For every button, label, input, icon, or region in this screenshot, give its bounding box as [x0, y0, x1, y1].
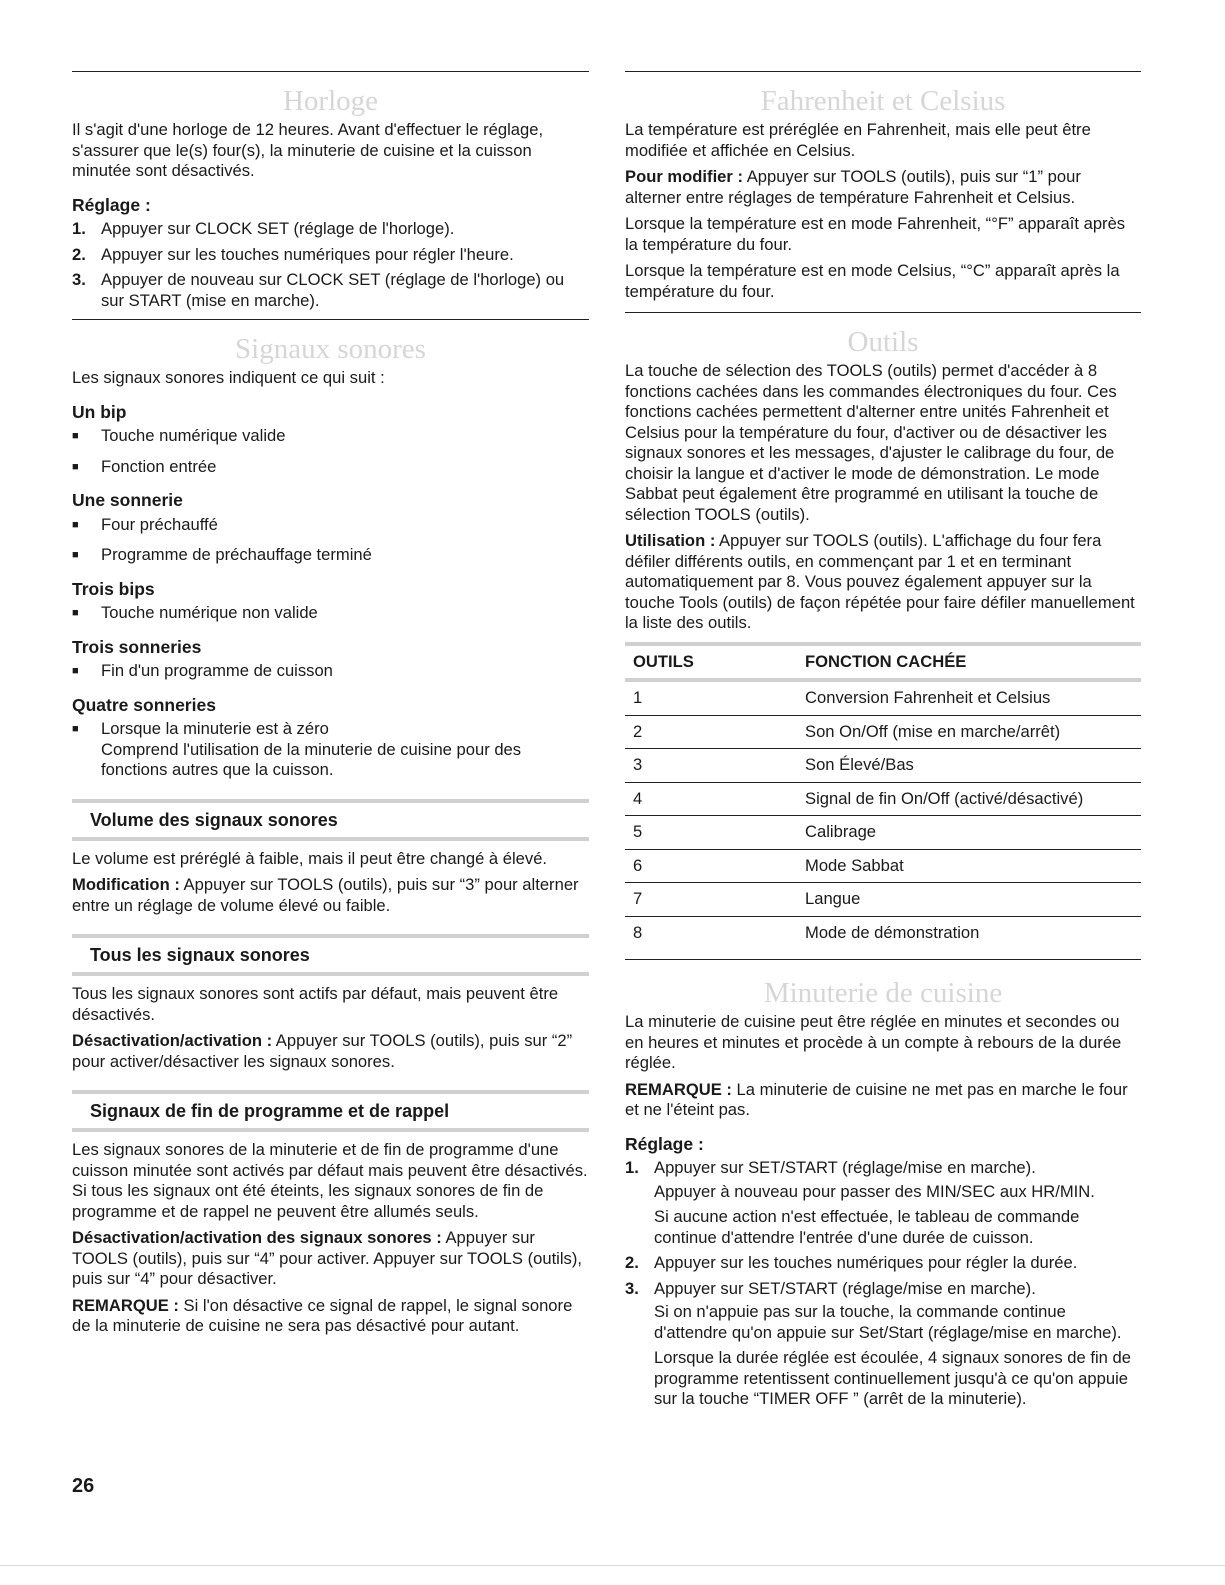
table-cell: Son On/Off (mise en marche/arrêt)	[805, 721, 1061, 741]
step-subtext: Si on n'appuie pas sur la touche, la commande continue d'attendre qu'on appuie sur Set/Start (réglage/mise en marche).	[654, 1302, 1122, 1342]
table-cell: Signal de fin On/Off (activé/désactivé)	[805, 788, 1084, 808]
band-title-fin: Signaux de fin de programme et de rappel	[72, 1090, 589, 1132]
table-cell: 4	[633, 788, 643, 808]
group-title: Une sonnerie	[72, 490, 183, 510]
bullet-icon: ■	[72, 723, 79, 735]
inline-label: Modification :	[72, 875, 180, 894]
group-title: Un bip	[72, 401, 127, 422]
inline-label: REMARQUE :	[625, 1079, 732, 1099]
group-title: Trois sonneries	[72, 636, 202, 657]
fin-p3	[72, 1296, 589, 1337]
bullet-icon: ■	[72, 549, 79, 561]
minuterie-p2	[625, 1080, 1141, 1121]
minuterie-p1: La minuterie de cuisine peut être réglée en minutes et secondes ou en heures et minutes et procède à un compte à rebours de la durée réglée.	[625, 1012, 1122, 1072]
table-header-cell: OUTILS	[633, 651, 694, 671]
band-title-volume: Volume des signaux sonores	[72, 799, 589, 841]
section-title-signaux: Signaux sonores	[235, 333, 426, 365]
inline-text: Appuyer sur TOOLS (outils), puis sur “3” pour alterner entre un réglage de volume élevé ou faible.	[72, 875, 579, 915]
table-cell: 7	[633, 889, 643, 908]
volume-p2	[72, 875, 589, 916]
group-title: Trois bips	[72, 578, 155, 599]
minuterie-reglage-title: Réglage :	[625, 1133, 704, 1154]
table-cell: Calibrage	[805, 822, 877, 841]
inline-label: REMARQUE :	[72, 1295, 179, 1315]
footer-rule	[0, 1565, 1225, 1566]
inline-text: Si l'on désactive ce signal de rappel, le signal sonore de la minuterie de cuisine ne sera pas désactivé pour autant.	[72, 1295, 573, 1335]
section-rule	[72, 71, 589, 72]
bullet-list	[72, 719, 589, 781]
list-item	[72, 545, 589, 566]
table-cell: 3	[633, 755, 643, 774]
table-cell: Conversion Fahrenheit et Celsius	[805, 688, 1051, 707]
list-item-text: Four préchauffé	[101, 514, 218, 534]
list-item	[72, 719, 589, 781]
inline-label: Désactivation/activation :	[72, 1031, 273, 1050]
tous-p1: Tous les signaux sonores sont actifs par défaut, mais peuvent être désactivés.	[72, 984, 559, 1024]
inline-text: Appuyer sur TOOLS (outils), puis sur “4” pour activer. Appuyer sur TOOLS (outils), puis sur “4” pour désactiver.	[72, 1228, 582, 1288]
list-item-extra: Comprend l'utilisation de la minuterie de cuisine pour des fonctions autres que la cuisson.	[101, 739, 522, 779]
step-text: Appuyer sur SET/START (réglage/mise en marche).	[654, 1158, 1036, 1177]
volume-p1: Le volume est préréglé à faible, mais il peut être changé à élevé.	[72, 848, 548, 868]
group-title: Quatre sonneries	[72, 694, 216, 715]
list-item-text: Fonction entrée	[101, 456, 217, 476]
section-rule	[72, 319, 589, 320]
step-number: 3.	[72, 270, 86, 289]
bullet-icon: ■	[72, 430, 79, 442]
section-title-horloge: Horloge	[282, 85, 379, 117]
step-number: 1.	[625, 1158, 639, 1177]
outils-p2	[625, 531, 1141, 634]
bullet-list	[72, 426, 589, 477]
table-row	[625, 682, 1141, 716]
list-item-text: Touche numérique non valide	[101, 603, 318, 622]
step-text: Appuyer de nouveau sur CLOCK SET (réglage de l'horloge) ou sur START (mise en marche).	[101, 270, 565, 310]
list-item	[72, 661, 589, 682]
fahrenheit-p2	[625, 167, 1141, 208]
list-item	[72, 457, 589, 478]
tous-p2	[72, 1031, 589, 1072]
table-row	[625, 716, 1141, 750]
bullet-list	[72, 515, 589, 566]
list-item	[72, 245, 589, 266]
bullet-icon: ■	[72, 518, 79, 531]
bullet-list	[72, 603, 589, 624]
band-title-tous: Tous les signaux sonores	[72, 934, 589, 976]
inline-text: Appuyer sur TOOLS (outils), puis sur “2” pour activer/désactiver les signaux sonores.	[72, 1031, 573, 1071]
fahrenheit-p1: La température est préréglée en Fahrenheit, mais elle peut être modifiée et affichée en Celsius.	[625, 120, 1091, 160]
step-text: Appuyer sur SET/START (réglage/mise en marche).	[654, 1278, 1036, 1298]
step-text: Appuyer sur les touches numériques pour régler la durée.	[654, 1253, 1078, 1272]
table-cell: Son Élevé/Bas	[805, 755, 914, 774]
step-subtext: Lorsque la durée réglée est écoulée, 4 signaux sonores de fin de programme retentissent continuellement jusqu'à ce qu'on appuie sur la touche “TIMER OFF ” (arrêt de la minuterie).	[654, 1348, 1131, 1408]
section-rule	[625, 959, 1141, 960]
fin-p2	[72, 1228, 589, 1290]
list-item	[72, 219, 589, 240]
minuterie-steps	[625, 1158, 1141, 1410]
bullet-icon: ■	[72, 607, 79, 619]
fin-p1: Les signaux sonores de la minuterie et de fin de programme d'une cuisson minutée sont activés par défaut mais peuvent être désactivés. Si tous les signaux ont été éteints, les signaux sonores de fin de programme et de rappel ne peuvent être allumés seuls.	[72, 1140, 588, 1221]
step-number: 1.	[72, 219, 86, 238]
list-item	[72, 270, 589, 311]
signaux-intro: Les signaux sonores indiquent ce qui suit :	[72, 368, 385, 387]
section-title-fahrenheit: Fahrenheit et Celsius	[760, 85, 1006, 117]
table-row	[625, 816, 1141, 850]
list-item	[625, 1279, 1141, 1410]
step-text: Appuyer sur les touches numériques pour régler l'heure.	[101, 244, 514, 264]
step-subtext: Appuyer à nouveau pour passer des MIN/SEC aux HR/MIN.	[654, 1181, 1095, 1201]
section-rule	[625, 71, 1141, 72]
table-cell: 6	[633, 855, 643, 875]
right-column	[625, 71, 1141, 1415]
outils-p1: La touche de sélection des TOOLS (outils) permet d'accéder à 8 fonctions cachées dans les commandes électroniques du four. Ces fonctions cachées permettent d'alterner entre unités Fahrenheit et Celsius pour la température du four, d'activer ou de désactiver les signaux sonores et les messages, d'ajuster le calibrage du four, de choisir la langue et d'activer le mode de démonstration. Le mode Sabbat peut également être programmé en utilisant la touche de sélection TOOLS (outils).	[625, 361, 1117, 524]
list-item	[72, 426, 589, 447]
inline-label: Désactivation/activation des signaux sonores :	[72, 1228, 442, 1247]
list-item-text: Programme de préchauffage terminé	[101, 545, 372, 564]
list-item-text: Fin d'un programme de cuisson	[101, 661, 333, 680]
section-rule	[625, 312, 1141, 313]
table-row	[625, 749, 1141, 783]
table-row	[625, 917, 1141, 960]
table-cell: Langue	[805, 889, 861, 908]
table-cell: Mode Sabbat	[805, 855, 904, 875]
section-title-outils: Outils	[847, 326, 919, 358]
table-header	[625, 642, 1141, 683]
table-row	[625, 850, 1141, 884]
table-cell: 1	[633, 688, 643, 707]
list-item	[72, 515, 589, 536]
step-subtext: Si aucune action n'est effectuée, le tableau de commande continue d'attendre l'entrée d'une durée de cuisson.	[654, 1207, 1080, 1247]
table-cell: 8	[633, 922, 643, 942]
page-number: 26	[72, 1475, 95, 1497]
bullet-icon: ■	[72, 460, 79, 473]
fahrenheit-p4: Lorsque la température est en mode Celsius, “°C” apparaît après la température du four.	[625, 261, 1120, 301]
table-cell: 5	[633, 822, 643, 841]
horloge-steps	[72, 219, 589, 311]
outils-table	[625, 642, 1141, 960]
table-row	[625, 883, 1141, 917]
inline-text: La minuterie de cuisine ne met pas en marche le four et ne l'éteint pas.	[625, 1079, 1128, 1119]
bullet-icon: ■	[72, 665, 79, 677]
bullet-list	[72, 661, 589, 682]
table-cell: Mode de démonstration	[805, 922, 980, 942]
horloge-reglage-title: Réglage :	[72, 194, 151, 215]
fahrenheit-p3: Lorsque la température est en mode Fahrenheit, “°F” apparaît après la température du four.	[625, 214, 1126, 254]
inline-text: Appuyer sur TOOLS (outils), puis sur “1” pour alterner entre réglages de température Fahrenheit et Celsius.	[625, 167, 1081, 207]
table-header-cell: FONCTION CACHÉE	[805, 651, 967, 671]
table-cell: 2	[633, 721, 643, 741]
inline-text: Appuyer sur TOOLS (outils). L'affichage du four fera défiler différents outils, en commençant par 1 et en terminant automatiquement par 8. Vous pouvez également appuyer sur la touche Tools (outils) de façon répétée pour faire défiler manuellement la liste des outils.	[625, 531, 1135, 632]
table-row	[625, 783, 1141, 817]
list-item	[72, 603, 589, 624]
step-text: Appuyer sur CLOCK SET (réglage de l'horloge).	[101, 219, 455, 238]
horloge-intro: Il s'agit d'une horloge de 12 heures. Avant d'effectuer le réglage, s'assurer que le(s) four(s), la minuterie de cuisine et la cuisson minutée sont désactivés.	[72, 120, 544, 180]
inline-label: Utilisation :	[625, 531, 716, 550]
list-item	[625, 1158, 1141, 1248]
step-number: 2.	[72, 244, 86, 264]
inline-label: Pour modifier :	[625, 167, 744, 186]
list-item	[625, 1253, 1141, 1274]
left-column	[72, 71, 589, 1343]
list-item-text: Lorsque la minuterie est à zéro	[101, 719, 329, 738]
list-item-text: Touche numérique valide	[101, 426, 286, 445]
step-number: 2.	[625, 1253, 639, 1272]
step-number: 3.	[625, 1278, 639, 1298]
section-title-minuterie: Minuterie de cuisine	[763, 977, 1003, 1009]
